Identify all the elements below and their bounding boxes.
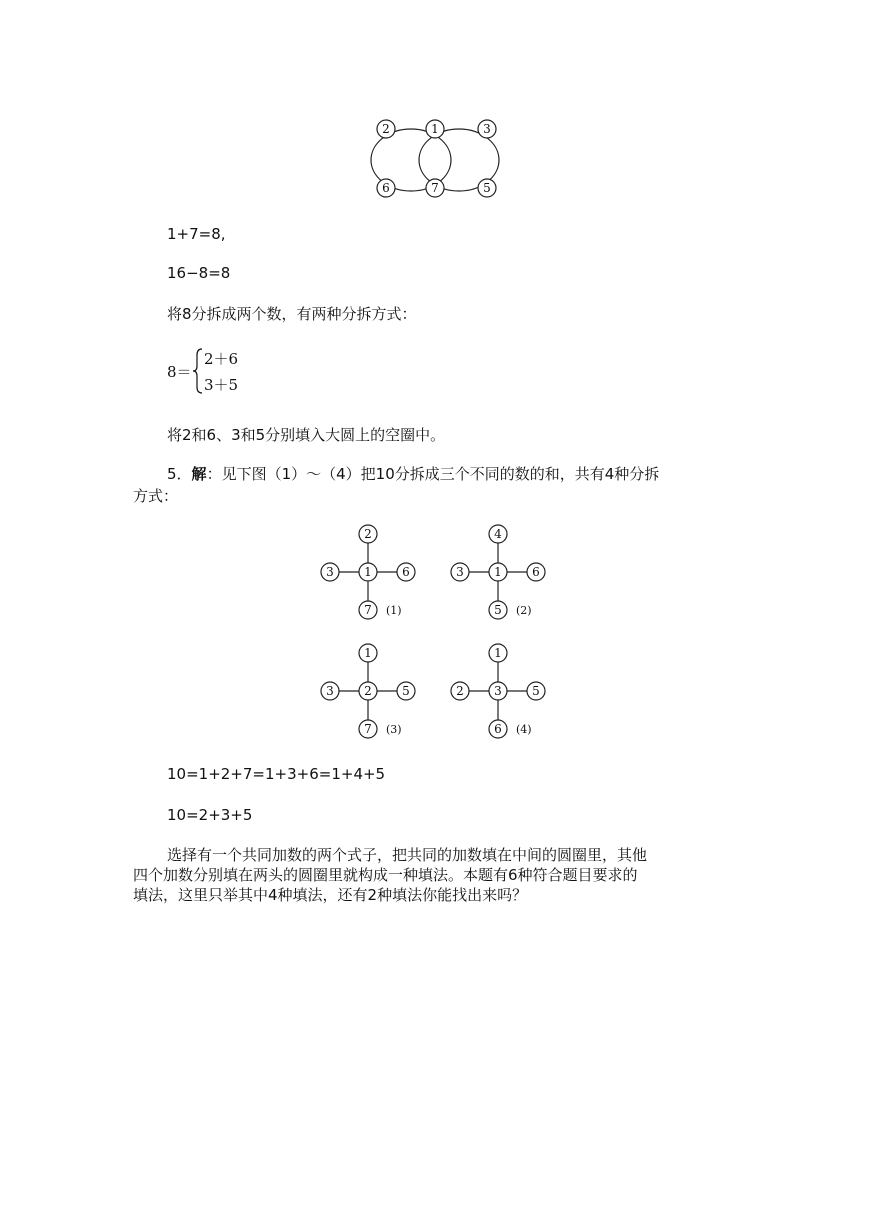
equation-line: 10=1+2+7=1+3+6=1+4+5 xyxy=(167,765,386,783)
brace-expression xyxy=(167,346,257,396)
cross-figure-label: (3) xyxy=(386,723,402,736)
cross-node-label: 6 xyxy=(402,565,410,579)
equation-line: 10=2+3+5 xyxy=(167,806,253,824)
question-number: 5． xyxy=(167,465,192,483)
cross-node-label: 7 xyxy=(364,603,372,617)
cross-node-label: 3 xyxy=(456,565,464,579)
cross-node-label: 7 xyxy=(364,722,372,736)
cross-node-label: 5 xyxy=(402,684,410,698)
ring-node-label: 7 xyxy=(431,181,439,195)
text-line: 将2和6、3和5分别填入大圆上的空圈中。 xyxy=(167,426,446,444)
brace-option: 2＋6 xyxy=(204,350,239,368)
paragraph-line: 四个加数分别填在两头的圆圈里就构成一种填法。本题有6种符合题目要求的 xyxy=(133,866,638,884)
cross-node-label: 6 xyxy=(532,565,540,579)
brace-left-text: 8＝ xyxy=(167,363,192,381)
text-line: 方式： xyxy=(133,487,179,505)
cross-figure xyxy=(321,525,415,619)
cross-node-label: 2 xyxy=(456,684,464,698)
equation-line: 1+7=8, xyxy=(167,225,226,243)
cross-figure-label: (4) xyxy=(516,723,532,736)
cross-node-label: 3 xyxy=(326,565,334,579)
paragraph-line: 选择有一个共同加数的两个式子，把共同的加数填在中间的圆圈里，其他 xyxy=(167,846,648,864)
paragraph-line: 填法，这里只举其中4种填法，还有2种填法你能找出来吗？ xyxy=(133,886,528,904)
cross-node-label: 1 xyxy=(364,646,372,660)
cross-figure-label: (2) xyxy=(516,604,532,617)
ring-node-label: 1 xyxy=(431,122,439,136)
cross-figure xyxy=(451,644,545,738)
question-5-line xyxy=(167,464,659,484)
cross-node-label: 1 xyxy=(364,565,372,579)
cross-node-label: 3 xyxy=(326,684,334,698)
cross-node-label: 2 xyxy=(364,684,372,698)
rings-figure xyxy=(360,112,510,210)
cross-node-label: 1 xyxy=(494,646,502,660)
cross-node-label: 2 xyxy=(364,527,372,541)
text-line: 将8分拆成两个数，有两种分拆方式： xyxy=(167,305,417,323)
cross-figure xyxy=(321,644,415,738)
cross-figures xyxy=(300,515,570,745)
brace-option: 3＋5 xyxy=(204,376,239,394)
ring-node-label: 2 xyxy=(382,122,390,136)
cross-node-label: 1 xyxy=(494,565,502,579)
ring-node-label: 3 xyxy=(483,122,491,136)
ring-node-label: 6 xyxy=(382,181,390,195)
question-text: ：见下图（1）～（4）把10分拆成三个不同的数的和，共有4种分拆 xyxy=(206,465,660,483)
cross-figure-label: (1) xyxy=(386,604,402,617)
cross-node-label: 4 xyxy=(494,527,502,541)
solution-label: 解 xyxy=(191,465,207,483)
cross-node-label: 5 xyxy=(532,684,540,698)
cross-node-label: 3 xyxy=(494,684,502,698)
equation-line: 16−8=8 xyxy=(167,264,231,282)
cross-figure xyxy=(451,525,545,619)
curly-brace-icon xyxy=(193,348,203,394)
ring-node-label: 5 xyxy=(483,181,491,195)
cross-node-label: 5 xyxy=(494,603,502,617)
cross-node-label: 6 xyxy=(494,722,502,736)
